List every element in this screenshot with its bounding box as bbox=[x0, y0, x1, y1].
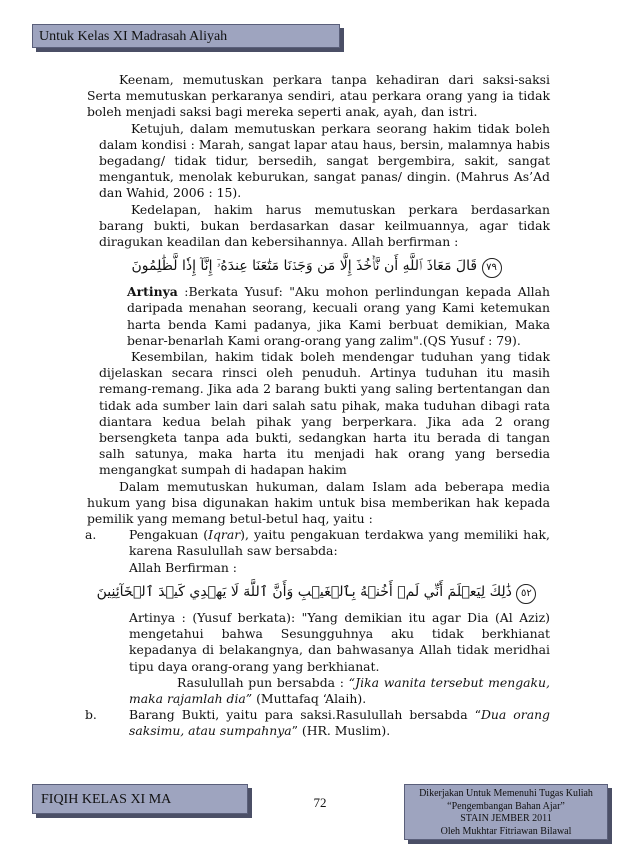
item-italic: Dua orang saksimu, atau sumpahnya bbox=[129, 707, 550, 739]
rasul-quote bbox=[129, 675, 550, 707]
credit-line: Oleh Mukhtar Fitriawan Bilawal bbox=[440, 825, 572, 837]
paragraph-dalam: Dalam memutuskan hukuman, dalam Islam ada beberapa media hukum yang bisa digunakan hakim untuk bisa memberikan hak kepada pemilik yang memang betul-betul haq, yaitu : bbox=[87, 478, 550, 527]
paragraph-kesembilan: Kesembilan, hakim tidak boleh mendengar tuduhan yang tidak dijelaskan secara rinsci oleh penuduh. Artinya tuduhan itu masih remang-remang. Jika ada 2 barang bukti yang saling bertentangan dan tidak ada sumber lain dari salah satu pihak, maka tuduhan dibagi rata diantara kedua belah pihak yang berperkara. Jika ada 2 orang bersengketa tanpa ada bukti, sedangkan harta itu berada di tangan salh satunya, maka harta itu menjadi hak orang yang bersedia mengangkat sumpah di hadapan hakim bbox=[99, 349, 550, 478]
paragraph-ketujuh: Ketujuh, dalam memutuskan perkara seorang hakim tidak boleh dalam kondisi : Marah, sangat lapar atau haus, bersin, malamnya habis begadang/ tidak tidur, bersedih, sangat bergembira, sakit, sangat mengantuk, menolak keburukan, sangat panas/ dingin. (Mahrus As’Ad dan Wahid, 2006 : 15). bbox=[99, 120, 550, 201]
credit-line: STAIN JEMBER 2011 bbox=[460, 813, 552, 824]
verse-number-icon: ٥٢ bbox=[516, 584, 536, 604]
credit-line: Dikerjakan Untuk Memenuhi Tugas Kuliah bbox=[419, 788, 593, 799]
translation-2: Artinya : (Yusuf berkata): "Yang demikian itu agar Dia (Al Aziz) mengetahui bahwa Sesungguhnya aku tidak berkhianat kepadanya di belakangnya, dan bahwasanya Allah tidak meridhai tipu daya orang-orang yang berkhianat. bbox=[129, 609, 550, 674]
item-italic: Iqrar bbox=[208, 527, 241, 543]
item-text-end: ” (HR. Muslim). bbox=[291, 723, 391, 739]
arabic-verse-yusuf-79 bbox=[87, 253, 550, 279]
list-item-b bbox=[85, 707, 550, 739]
footer-course-title: FIQIH KELAS XI MA bbox=[32, 784, 248, 814]
translation-text: :Berkata Yusuf: "Aku mohon perlindungan kepada Allah daripada menahan seorang, kecuali orang yang Kami ketemukan harta benda Kami padanya, jika Kami berbuat demikian, Maka benar-benarlah Kami orang-orang yang zalim".(QS Yusuf : 79). bbox=[127, 284, 550, 348]
credit-line: “Pengembangan Bahan Ajar” bbox=[447, 800, 565, 812]
arabic-verse-text: ذَٰلِكَ لِيَعۡلَمَ أَنِّي لَمۡ أَخُنۡهُ بِٱلۡغَيۡبِ وَأَنَّ ٱللَّهَ لَا يَهۡدِي كَيۡدَ ٱلۡخَآئِنِينَ bbox=[96, 583, 512, 600]
translation-label: Artinya bbox=[127, 284, 178, 300]
item-text: Barang Bukti, yaitu para saksi.Rasulullah bersabda “ bbox=[129, 707, 481, 723]
quote-source: (Muttafaq ‘Alaih). bbox=[252, 690, 367, 706]
header-title: Untuk Kelas XI Madrasah Aliyah bbox=[32, 24, 340, 48]
quote-italic: “Jika wanita tersebut mengaku, maka rajamlah dia” bbox=[129, 674, 550, 706]
firman-label: Allah Berfirman : bbox=[129, 559, 237, 575]
footer-credit-box bbox=[404, 784, 608, 840]
page-number: 72 bbox=[313, 795, 327, 810]
page-body bbox=[87, 72, 550, 740]
paragraph-kedelapan: Kedelapan, hakim harus memutuskan perkara berdasarkan barang bukti, bukan berdasarkan dasar keilmuannya, agar tidak diragukan keadilan dan kebersihannya. Allah berfirman : bbox=[99, 201, 550, 250]
list-label: a. bbox=[85, 527, 97, 543]
quote-text: Rasulullah pun bersabda : bbox=[177, 674, 349, 690]
arabic-verse-text: قَالَ مَعَاذَ ٱللَّهِ أَن نَّأۡخُذَ إِلَّا مَن وَجَدۡنَا مَتَٰعَنَا عِندَهُۥٓ إِنَّآ إِذٗا لَّظَٰلِمُونَ bbox=[131, 258, 478, 275]
item-text: Pengakuan ( bbox=[129, 527, 209, 543]
translation-1 bbox=[127, 284, 550, 349]
verse-number-icon: ٧٩ bbox=[482, 258, 502, 278]
paragraph-keenam: Keenam, memutuskan perkara tanpa kehadiran dari saksi-saksi Serta memutuskan perkaranya sendiri, atau perkara orang yang ia tidak boleh menjadi saksi bagi mereka seperti anak, ayah, dan istri. bbox=[87, 72, 550, 120]
list-label: b. bbox=[85, 707, 97, 723]
item-text-end: ), yaitu pengakuan terdakwa yang memiliki hak, karena Rasulullah saw bersabda: bbox=[129, 527, 550, 559]
arabic-verse-yusuf-52 bbox=[87, 579, 550, 605]
list-item-a bbox=[85, 527, 550, 559]
